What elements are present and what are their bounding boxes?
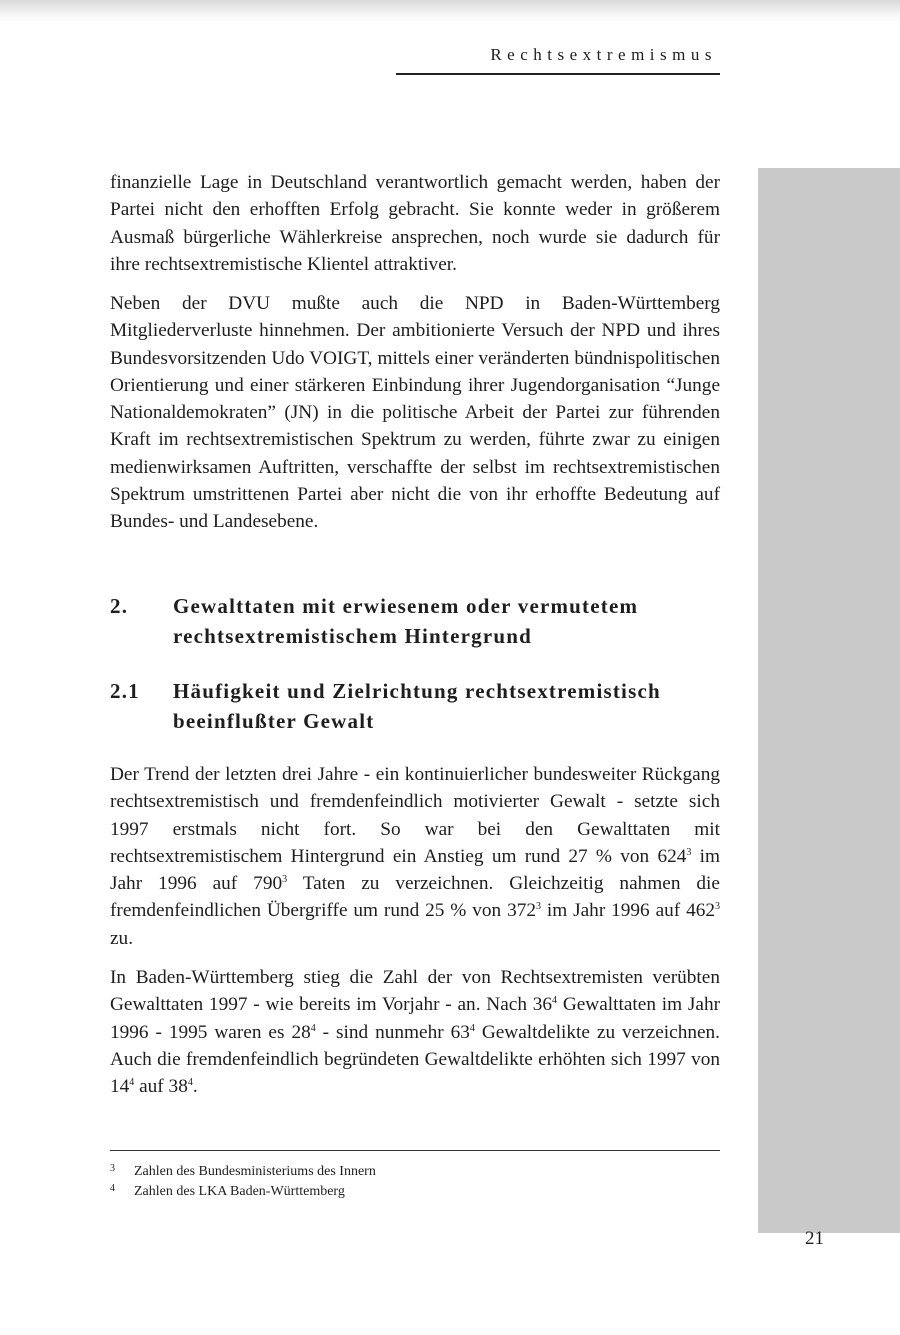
footnote-text: Zahlen des LKA Baden-Württemberg [134, 1184, 345, 1199]
scan-top-edge [0, 0, 900, 22]
paragraph-npd-membership: Neben der DVU mußte auch die NPD in Baden-Württemberg Mitgliederverluste hinnehmen. Der ambitionierte Versuch der NPD und ihres Bundesvorsitzenden Udo VOIGT, mittels einer veränderten bündnispolitischen Orientierung und einer stärkeren Einbindung ihrer Jugendorganisation “Junge Nationaldemokraten” (JN) in die politische Arbeit der Partei zur führenden Kraft im rechtsextremistischen Spektrum zu werden, führte zwar zu einigen medienwirksamen Auftritten, verschaffte der selbst im rechtsextremistischen Spektrum umstrittenen Partei aber nicht die von ihr erhoffte Bedeutung auf Bundes- und Landesebene. [110, 293, 720, 533]
footnote-ref: 3 [282, 874, 288, 886]
paragraph-baden-wuerttemberg: In Baden-Württemberg stieg die Zahl der von Rechtsextremisten verübten Gewalttaten 1997 - wie bereits im Vorjahr - an. Nach $36^4$ Gewalttaten im Jahr 1996 - 1995 waren es $28^4$ - sind nunmehr $63^4$ Gewaltdelikte zu verzeichnen. Auch die fremdenfeindlich begründeten Gewaltdelikte erhöhten sich 1997 von $14^4$ auf $38^4$. [110, 967, 721, 1098]
figure-value: 372 [507, 900, 536, 922]
figure-value: 28 [291, 1021, 311, 1043]
footnote-text: Zahlen des Bundesministeriums des Innern [134, 1164, 376, 1179]
paragraph-federal-trend: Der Trend der letzten drei Jahre - ein kontinuierlicher bundesweiter Rückgang rechtsextremistisch und fremdenfeindlich motivierter Gewalt - setzte sich 1997 erstmals nicht fort. So war bei den Gewalttaten mit rechtsextremistischem Hintergrund ein Anstieg um rund 27 % von $624^3$ im Jahr 1996 auf $790^3$ Taten zu verzeichnen. Gleichzeitig nahmen die fremdenfeindlichen Übergriffe um rund 25 % von $372^3$ im Jahr 1996 auf $462^3$ zu. [110, 764, 721, 949]
footnote-ref: 4 [469, 1022, 475, 1034]
footnote-ref: 4 [310, 1022, 316, 1034]
figure-value: 36 [532, 994, 553, 1016]
running-header: Rechtsextremismus [490, 45, 717, 64]
footnote-ref: 4 [552, 995, 558, 1007]
page-number: 21 [805, 1228, 824, 1249]
section-title: Häufigkeit und Zielrichtung rechtsextremistisch beeinflußter Gewalt [173, 679, 661, 733]
figure-value: 624 [657, 845, 687, 867]
figure-value: 462 [686, 900, 716, 922]
footnote-mark: 4 [110, 1183, 115, 1194]
header-rule [396, 73, 720, 75]
section-number: 2. [110, 594, 129, 618]
section-number: 2.1 [110, 679, 140, 703]
paragraph-npd-dvu-intro: finanzielle Lage in Deutschland verantwortlich gemacht werden, haben der Partei nicht den erhofften Erfolg gebracht. Sie konnte weder in größerem Ausmaß bürgerliche Wählerkreise ansprechen, noch wurde sie dadurch für ihre rechtsextremistische Klientel attraktiver. [110, 172, 720, 275]
figure-value: 14 [110, 1076, 130, 1098]
footnote-ref: 4 [129, 1077, 135, 1089]
figure-value: 790 [253, 873, 283, 895]
footnote-ref: 4 [187, 1077, 193, 1089]
figure-value: 63 [450, 1021, 470, 1043]
footnote-ref: 3 [715, 901, 721, 913]
footnote-mark: 3 [110, 1163, 115, 1174]
figure-value: 38 [168, 1076, 188, 1098]
footnote-ref: 3 [536, 901, 541, 913]
margin-tab-band [758, 168, 900, 1233]
footnote-separator [110, 1150, 720, 1151]
section-title: Gewalttaten mit erwiesenem oder vermutetem rechtsextremistischem Hintergrund [173, 594, 639, 648]
footnote-ref: 3 [686, 846, 692, 858]
